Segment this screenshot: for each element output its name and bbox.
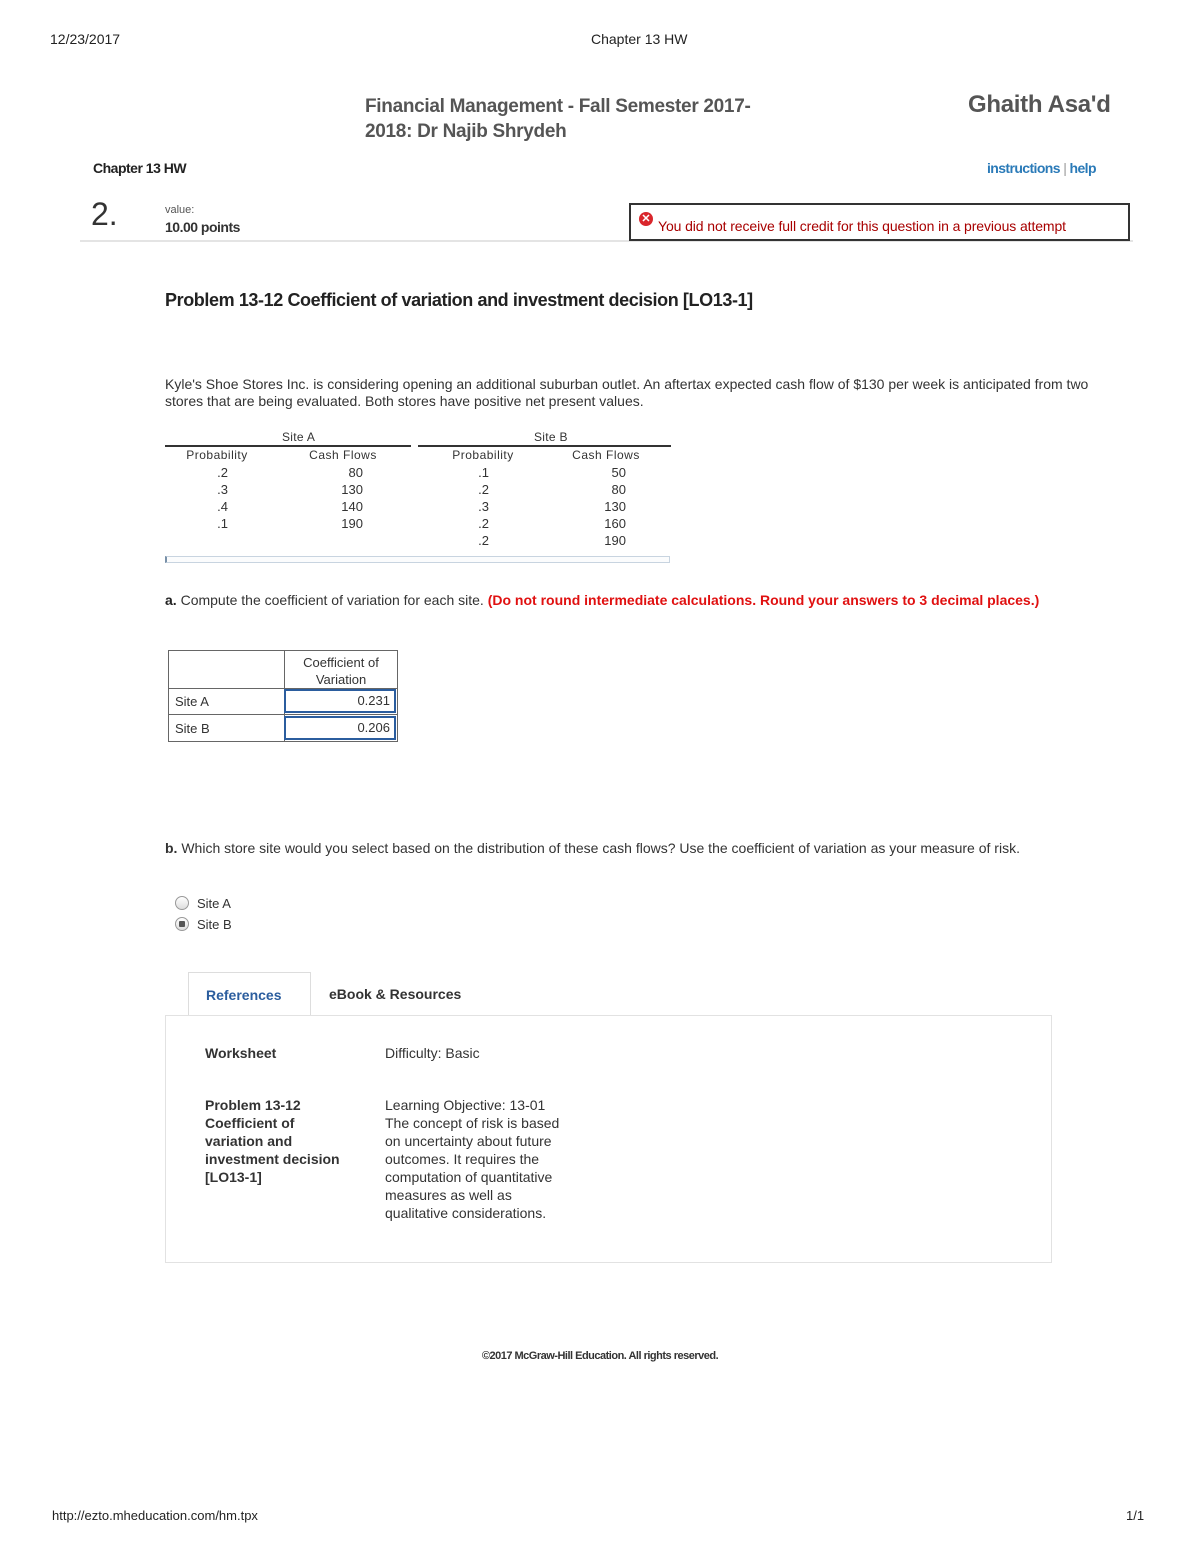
reference-line: variation and: [205, 1133, 293, 1149]
radio-option-site-a[interactable]: [175, 896, 231, 912]
question-points: 10.00 points: [165, 219, 240, 235]
table-cell: .1: [478, 465, 489, 480]
site-b-prob-header: Probability: [452, 448, 514, 462]
course-title-line1: Financial Management - Fall Semester 2017-: [365, 96, 751, 117]
site-b-header: Site B: [534, 430, 568, 444]
part-a-prompt: [165, 591, 1105, 609]
cov-input-site-b[interactable]: 0.206: [284, 716, 396, 740]
site-a-cf-header: Cash Flows: [309, 448, 377, 462]
radio-option-site-b[interactable]: [175, 917, 232, 933]
lo-line: Learning Objective: 13-01: [385, 1097, 546, 1113]
footer-page-number: 1/1: [1126, 1508, 1145, 1523]
table-cell: .2: [478, 482, 489, 497]
radio-selected-icon[interactable]: [175, 917, 189, 931]
lo-line: on uncertainty about future: [385, 1133, 552, 1149]
question-number: 2.: [91, 196, 118, 232]
student-name: Ghaith Asa'd: [968, 91, 1111, 118]
table-cell: .2: [217, 465, 228, 480]
footer-url: http://ezto.mheducation.com/hm.tpx: [52, 1508, 258, 1523]
table-cell: 140: [341, 499, 363, 514]
previous-attempt-alert: [629, 203, 1130, 241]
course-title: [365, 94, 785, 144]
problem-intro: Kyle's Shoe Stores Inc. is considering opening an additional suburban outlet. An aftertax expected cash flow of $130 per week is anticipated from two stores that are being evaluated. Both stores have positive net present values.: [165, 376, 1089, 409]
site-a-header: Site A: [282, 430, 316, 444]
part-a-instruction: (Do not round intermediate calculations. Round your answers to 3 decimal places.): [487, 592, 1040, 608]
course-title-line2: 2018: Dr Najib Shrydeh: [365, 121, 567, 142]
part-b-text: Which store site would you select based on the distribution of these cash flows? Use the coefficient of variation as your measure of risk.: [181, 840, 1020, 856]
help-links: [987, 160, 1096, 176]
table-cell: 130: [604, 499, 626, 514]
print-title: Chapter 13 HW: [591, 31, 688, 47]
site-b-cf-header: Cash Flows: [572, 448, 640, 462]
reference-line: Coefficient of: [205, 1115, 295, 1131]
tab-ebook-resources[interactable]: eBook & Resources: [329, 986, 462, 1002]
tab-references-label: References: [206, 987, 282, 1003]
table-cell: 190: [341, 516, 363, 531]
site-a-prob-header: Probability: [186, 448, 248, 462]
lo-line: outcomes. It requires the: [385, 1151, 540, 1167]
cov-answer-table: [168, 650, 398, 742]
copyright: ©2017 McGraw-Hill Education. All rights reserved.: [481, 1350, 719, 1362]
reference-problem-link[interactable]: [205, 1096, 375, 1186]
radio-label: Site B: [197, 917, 232, 932]
cov-header: [285, 654, 397, 688]
print-date: 12/23/2017: [50, 31, 121, 47]
table-cell: 160: [604, 516, 626, 531]
part-a-text: Compute the coefficient of variation for each site.: [180, 592, 484, 608]
table-cell: .4: [217, 499, 228, 514]
link-separator: |: [1059, 160, 1070, 176]
table-cell: .2: [478, 516, 489, 531]
lo-line: The concept of risk is based: [385, 1115, 560, 1131]
cov-row-label-site-a: Site A: [175, 694, 209, 709]
instructions-link[interactable]: instructions: [987, 160, 1060, 176]
table-divider: [169, 714, 397, 715]
assignment-name: Chapter 13 HW: [93, 160, 187, 176]
lo-line: qualitative considerations.: [385, 1205, 547, 1221]
table-cell: .3: [217, 482, 228, 497]
learning-objective: [385, 1096, 595, 1222]
part-b-label: b.: [165, 840, 178, 856]
table-cell: 190: [604, 533, 626, 548]
reference-line: [LO13-1]: [205, 1169, 262, 1185]
problem-title: Problem 13-12 Coefficient of variation and investment decision [LO13-1]: [165, 290, 753, 310]
lo-line: computation of quantitative: [385, 1169, 553, 1185]
radio-label: Site A: [197, 896, 231, 911]
part-b-prompt: [165, 839, 1110, 857]
table-scrollbar[interactable]: [165, 556, 670, 563]
site-a-rule: [165, 445, 411, 447]
worksheet-label: Worksheet: [205, 1045, 277, 1061]
error-x-icon: ✕: [639, 212, 653, 226]
help-link[interactable]: help: [1069, 160, 1096, 176]
reference-line: Problem 13-12: [205, 1097, 301, 1113]
alert-message: You did not receive full credit for this question in a previous attempt: [658, 218, 1066, 234]
table-cell: 80: [611, 482, 626, 497]
part-a-label: a.: [165, 592, 177, 608]
table-cell: .3: [478, 499, 489, 514]
table-cell: 130: [341, 482, 363, 497]
table-cell: 50: [611, 465, 626, 480]
table-cell: 80: [348, 465, 363, 480]
reference-line: investment decision: [205, 1151, 340, 1167]
lo-line: measures as well as: [385, 1187, 512, 1203]
cov-row-label-site-b: Site B: [175, 721, 210, 736]
difficulty-text: Difficulty: Basic: [385, 1045, 480, 1061]
tab-references[interactable]: [188, 972, 311, 1016]
value-label: value:: [165, 204, 195, 216]
radio-icon[interactable]: [175, 896, 189, 910]
cov-input-site-a[interactable]: 0.231: [284, 689, 396, 713]
table-cell: .1: [217, 516, 228, 531]
site-b-rule: [418, 445, 671, 447]
cov-header-line1: Coefficient of: [303, 655, 379, 670]
table-cell: .2: [478, 533, 489, 548]
cov-header-line2: Variation: [315, 672, 367, 687]
